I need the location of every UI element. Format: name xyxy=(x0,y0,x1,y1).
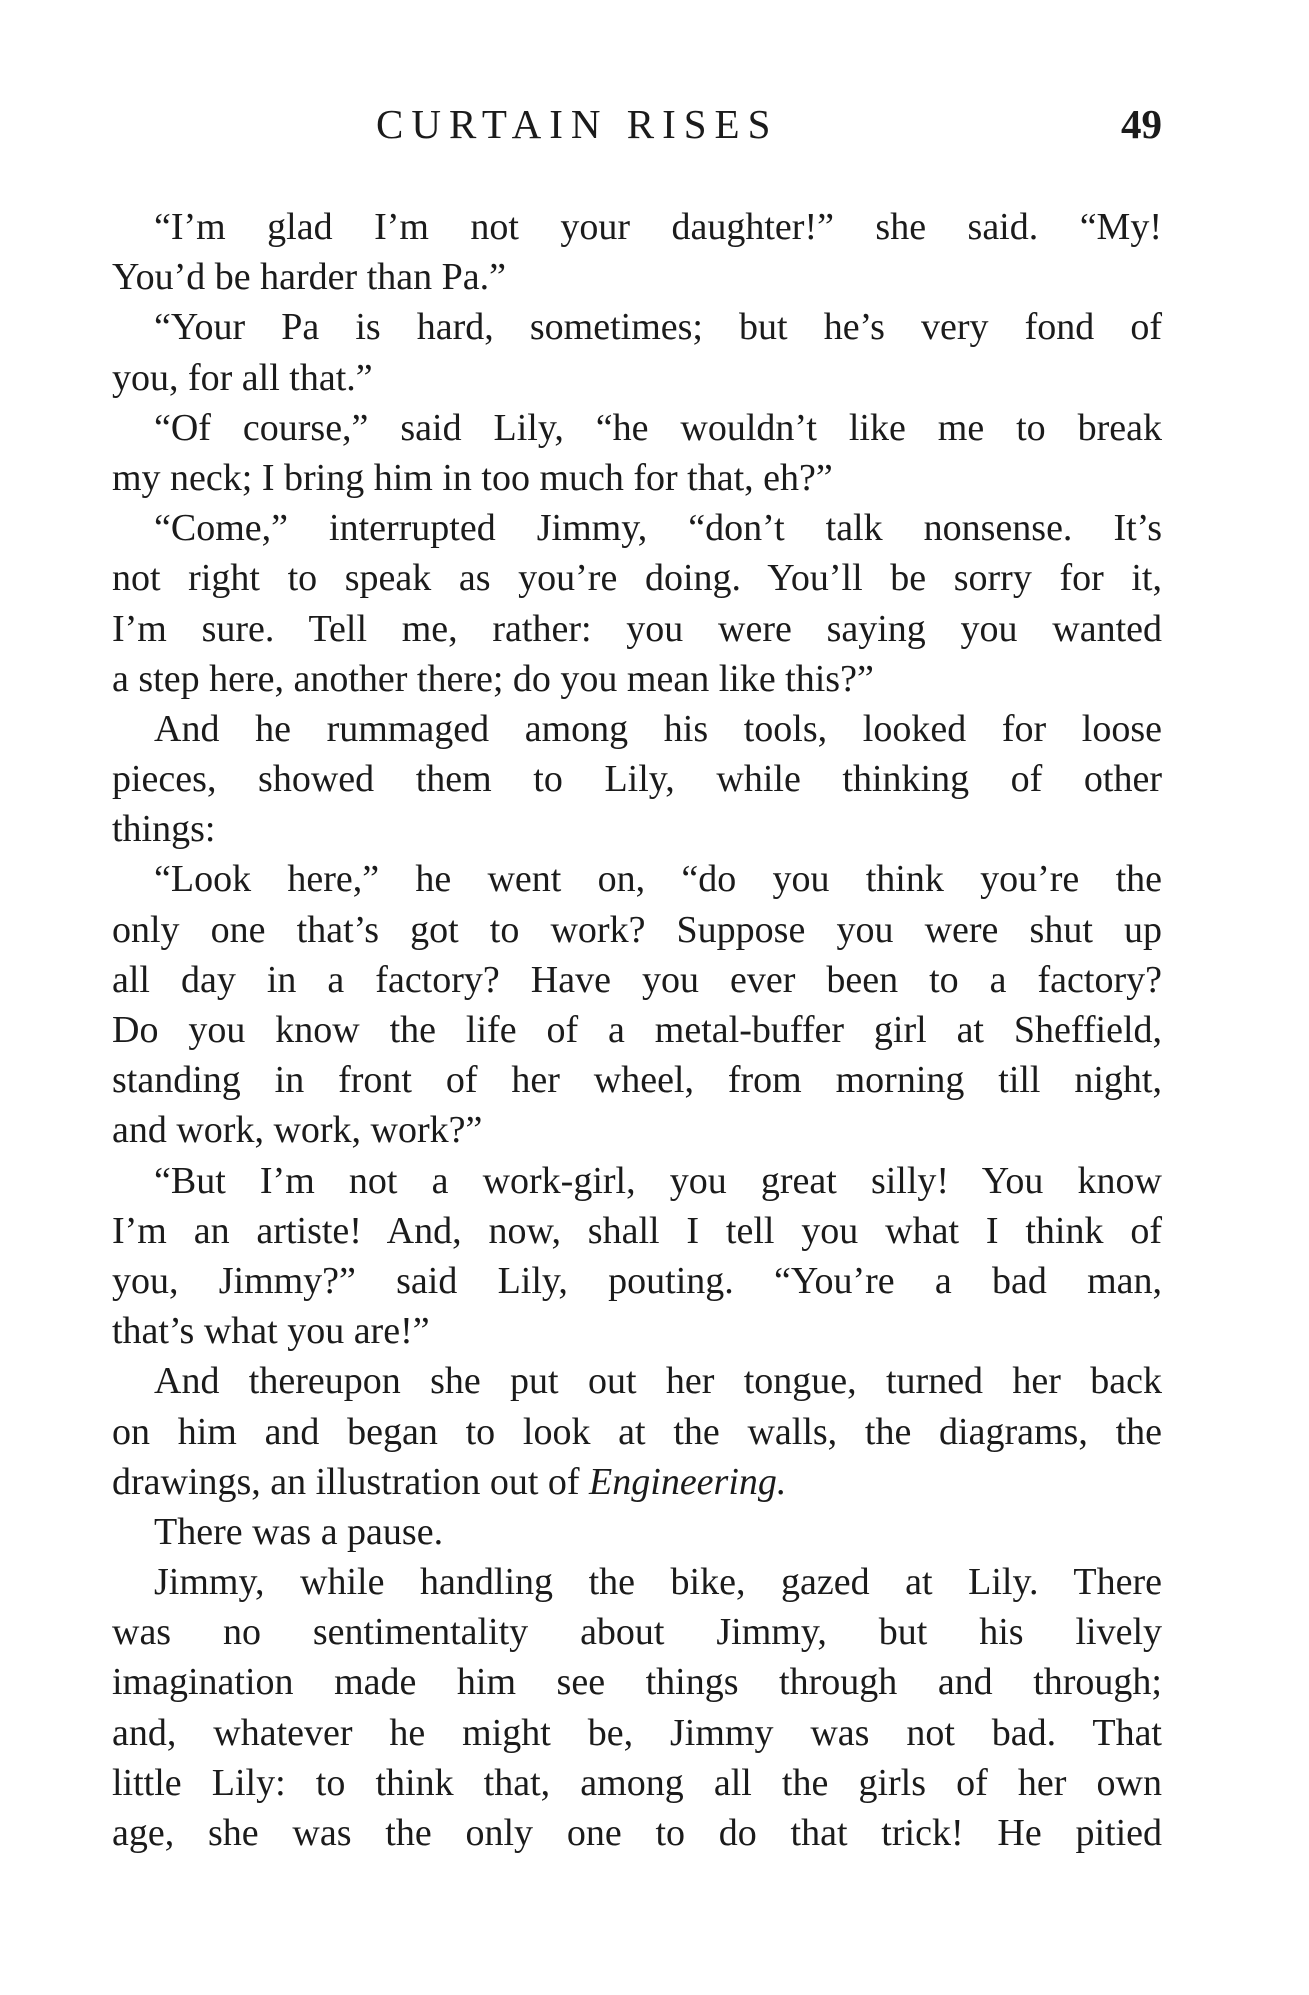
text-line-content: you, for all that.” xyxy=(112,356,373,399)
text-line xyxy=(112,1055,1162,1105)
text-line xyxy=(112,302,1162,352)
text-line xyxy=(112,353,1162,403)
text-line xyxy=(112,202,1162,252)
text-line xyxy=(112,1206,1162,1256)
text-line xyxy=(112,1256,1162,1306)
text-line-content: you, Jimmy?” said Lily, pouting. “You’re a bad man, xyxy=(112,1259,1162,1302)
text-line-content: age, she was the only one to do that trick! He pitied xyxy=(112,1812,1162,1854)
text-line-content: my neck; I bring him in too much for that, eh?” xyxy=(112,456,833,499)
running-head xyxy=(112,100,1162,156)
text-line-content: “I’m glad I’m not your daughter!” she said. “My! xyxy=(154,206,1162,248)
text-line-content: little Lily: to think that, among all the girls of her own xyxy=(112,1761,1162,1804)
text-line-content: There was a pause. xyxy=(154,1510,444,1553)
text-line xyxy=(112,704,1162,754)
text-line xyxy=(112,955,1162,1005)
text-line xyxy=(112,403,1162,453)
text-line-content: only one that’s got to work? Suppose you were shut up xyxy=(112,908,1162,951)
text-line xyxy=(112,1507,1162,1557)
text-line xyxy=(112,1407,1162,1457)
text-line-content: drawings, an illustration out of xyxy=(112,1460,580,1503)
text-line-content: Jimmy, while handling the bike, gazed at Lily. There xyxy=(154,1561,1162,1604)
text-line-content: “Of course,” said Lily, “he wouldn’t like me to break xyxy=(154,406,1162,449)
running-title: CURTAIN RISES xyxy=(376,101,779,147)
text-line xyxy=(112,604,1162,654)
text-line-content: that’s what you are!” xyxy=(112,1310,430,1353)
text-line-content: things: xyxy=(112,808,216,851)
text-line xyxy=(112,1356,1162,1406)
text-line-content: standing in front of her wheel, from morning till night, xyxy=(112,1059,1162,1102)
text-line xyxy=(112,1758,1162,1808)
text-line-content: “Come,” interrupted Jimmy, “don’t talk nonsense. It’s xyxy=(154,507,1162,550)
text-line xyxy=(112,252,1162,302)
text-line-content: pieces, showed them to Lily, while thinking of other xyxy=(112,758,1162,801)
text-line xyxy=(112,453,1162,503)
text-line xyxy=(112,804,1162,854)
text-line xyxy=(112,905,1162,955)
page-number: 49 xyxy=(1121,101,1162,147)
text-line-content: imagination made him see things through and through; xyxy=(112,1661,1162,1704)
text-line-content: was no sentimentality about Jimmy, but his lively xyxy=(112,1611,1162,1654)
text-line xyxy=(112,1005,1162,1055)
text-line-content: And thereupon she put out her tongue, turned her back xyxy=(154,1360,1162,1403)
text-line xyxy=(112,1557,1162,1607)
text-line-content: and work, work, work?” xyxy=(112,1109,483,1152)
text-line-content: all day in a factory? Have you ever been to a factory? xyxy=(112,958,1162,1001)
text-line-content: not right to speak as you’re doing. You’ll be sorry for it, xyxy=(112,557,1162,600)
text-line xyxy=(112,754,1162,804)
text-line xyxy=(112,503,1162,553)
text-line-content: on him and began to look at the walls, the diagrams, the xyxy=(112,1410,1162,1453)
text-line-content: I’m sure. Tell me, rather: you were saying you wanted xyxy=(112,607,1162,650)
text-line-content: Do you know the life of a metal-buffer girl at Sheffield, xyxy=(112,1009,1162,1051)
text-line xyxy=(112,1306,1162,1356)
text-body xyxy=(112,202,1162,1858)
text-line-content: You’d be harder than Pa.” xyxy=(112,256,506,299)
text-line xyxy=(112,1708,1162,1758)
text-line-content: And he rummaged among his tools, looked for loose xyxy=(154,707,1162,750)
text-line-content: I’m an artiste! And, now, shall I tell you what I think of xyxy=(112,1209,1162,1252)
text-line xyxy=(112,1607,1162,1657)
text-line xyxy=(112,854,1162,904)
text-line-content: “Look here,” he went on, “do you think you’re the xyxy=(154,858,1162,901)
text-line-content: a step here, another there; do you mean like this?” xyxy=(112,657,874,700)
text-line-content: “But I’m not a work-girl, you great silly! You know xyxy=(154,1159,1162,1202)
text-line xyxy=(112,553,1162,603)
text-line xyxy=(112,1457,1162,1507)
text-line xyxy=(112,1105,1162,1155)
text-line xyxy=(112,654,1162,704)
text-line xyxy=(112,1808,1162,1858)
italic-title: Engineering. xyxy=(589,1460,787,1503)
text-line-content: and, whatever he might be, Jimmy was not bad. That xyxy=(112,1711,1162,1754)
text-line xyxy=(112,1156,1162,1206)
text-line-content: “Your Pa is hard, sometimes; but he’s very fond of xyxy=(154,306,1162,349)
text-line xyxy=(112,1657,1162,1707)
